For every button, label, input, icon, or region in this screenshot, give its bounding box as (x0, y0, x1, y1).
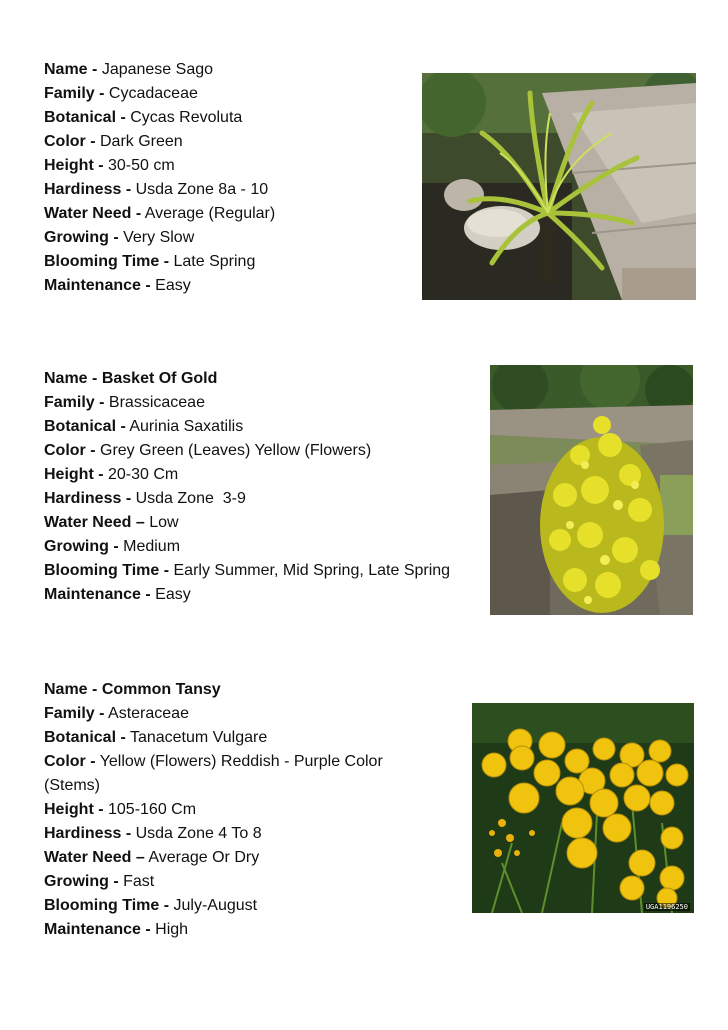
blooming-time-value: Early Summer, Mid Spring, Late Spring (173, 562, 451, 579)
botanical-row (44, 106, 275, 130)
japanese-sago-photo (422, 73, 696, 300)
height-label: Height - (44, 157, 104, 174)
plant-entry-basket-of-gold (44, 367, 450, 607)
name-label: Name - (44, 370, 98, 387)
color-row (44, 439, 450, 463)
name-value: Common Tansy (101, 681, 221, 698)
maintenance-row (44, 918, 424, 942)
color-label: Color - (44, 753, 96, 770)
water-need-row (44, 511, 450, 535)
botanical-value: Aurinia Saxatilis (129, 418, 244, 435)
height-label: Height - (44, 801, 104, 818)
maintenance-label: Maintenance - (44, 921, 151, 938)
blooming-time-label: Blooming Time - (44, 253, 170, 270)
water-need-row (44, 846, 424, 870)
family-label: Family - (44, 85, 105, 102)
maintenance-row (44, 274, 275, 298)
botanical-label: Botanical - (44, 418, 126, 435)
growing-row (44, 870, 424, 894)
height-row (44, 154, 275, 178)
blooming-time-value: July-August (173, 897, 258, 914)
hardiness-label: Hardiness - (44, 490, 132, 507)
maintenance-label: Maintenance - (44, 586, 151, 603)
family-row (44, 702, 424, 726)
family-row (44, 391, 450, 415)
water-need-value: Average Or Dry (148, 849, 260, 866)
photo-watermark: UGA1196250 (645, 903, 688, 911)
growing-row (44, 535, 450, 559)
water-need-value: Average (Regular) (144, 205, 276, 222)
height-row (44, 463, 450, 487)
family-row (44, 82, 275, 106)
maintenance-value: Easy (155, 277, 191, 294)
water-need-label: Water Need – (44, 849, 145, 866)
blooming-time-row (44, 894, 424, 918)
height-row (44, 798, 424, 822)
growing-value: Medium (123, 538, 181, 555)
water-need-row (44, 202, 275, 226)
plant-entry-japanese-sago (44, 58, 275, 298)
botanical-row (44, 726, 424, 750)
hardiness-value: Usda Zone 8a - 10 (135, 181, 269, 198)
blooming-time-label: Blooming Time - (44, 562, 170, 579)
water-need-value: Low (149, 514, 179, 531)
maintenance-value: High (155, 921, 189, 938)
family-value: Cycadaceae (108, 85, 198, 102)
name-label: Name - (44, 681, 98, 698)
color-value: Dark Green (100, 133, 183, 150)
color-value: Grey Green (Leaves) Yellow (Flowers) (100, 442, 372, 459)
hardiness-row (44, 822, 424, 846)
growing-value: Fast (123, 873, 155, 890)
growing-label: Growing - (44, 873, 119, 890)
family-value: Asteraceae (108, 705, 189, 722)
name-value: Japanese Sago (101, 61, 214, 78)
hardiness-value: Usda Zone 3-9 (135, 490, 246, 507)
hardiness-label: Hardiness - (44, 181, 132, 198)
height-value: 20-30 Cm (108, 466, 179, 483)
color-row (44, 750, 424, 798)
height-value: 30-50 cm (108, 157, 175, 174)
name-row (44, 367, 450, 391)
color-row (44, 130, 275, 154)
blooming-time-value: Late Spring (173, 253, 256, 270)
blooming-time-label: Blooming Time - (44, 897, 170, 914)
color-label: Color - (44, 133, 96, 150)
hardiness-value: Usda Zone 4 To 8 (135, 825, 262, 842)
maintenance-label: Maintenance - (44, 277, 151, 294)
name-label: Name - (44, 61, 98, 78)
blooming-time-row (44, 250, 275, 274)
hardiness-row (44, 487, 450, 511)
blooming-time-row (44, 559, 450, 583)
growing-value: Very Slow (123, 229, 195, 246)
botanical-label: Botanical - (44, 109, 126, 126)
family-label: Family - (44, 394, 105, 411)
maintenance-value: Easy (155, 586, 191, 603)
growing-label: Growing - (44, 229, 119, 246)
name-value: Basket Of Gold (101, 370, 218, 387)
maintenance-row (44, 583, 450, 607)
height-label: Height - (44, 466, 104, 483)
name-row (44, 58, 275, 82)
botanical-value: Tanacetum Vulgare (129, 729, 268, 746)
water-need-label: Water Need - (44, 205, 142, 222)
color-value: Yellow (Flowers) Reddish - Purple Color (Stems) (44, 753, 383, 794)
hardiness-label: Hardiness - (44, 825, 132, 842)
common-tansy-photo (472, 703, 694, 913)
family-value: Brassicaceae (108, 394, 205, 411)
height-value: 105-160 Cm (108, 801, 197, 818)
botanical-value: Cycas Revoluta (130, 109, 243, 126)
botanical-label: Botanical - (44, 729, 126, 746)
name-row (44, 678, 424, 702)
hardiness-row (44, 178, 275, 202)
botanical-row (44, 415, 450, 439)
water-need-label: Water Need – (44, 514, 145, 531)
basket-of-gold-photo (490, 365, 693, 615)
family-label: Family - (44, 705, 105, 722)
plant-entry-common-tansy (44, 678, 424, 942)
growing-row (44, 226, 275, 250)
color-label: Color - (44, 442, 96, 459)
growing-label: Growing - (44, 538, 119, 555)
